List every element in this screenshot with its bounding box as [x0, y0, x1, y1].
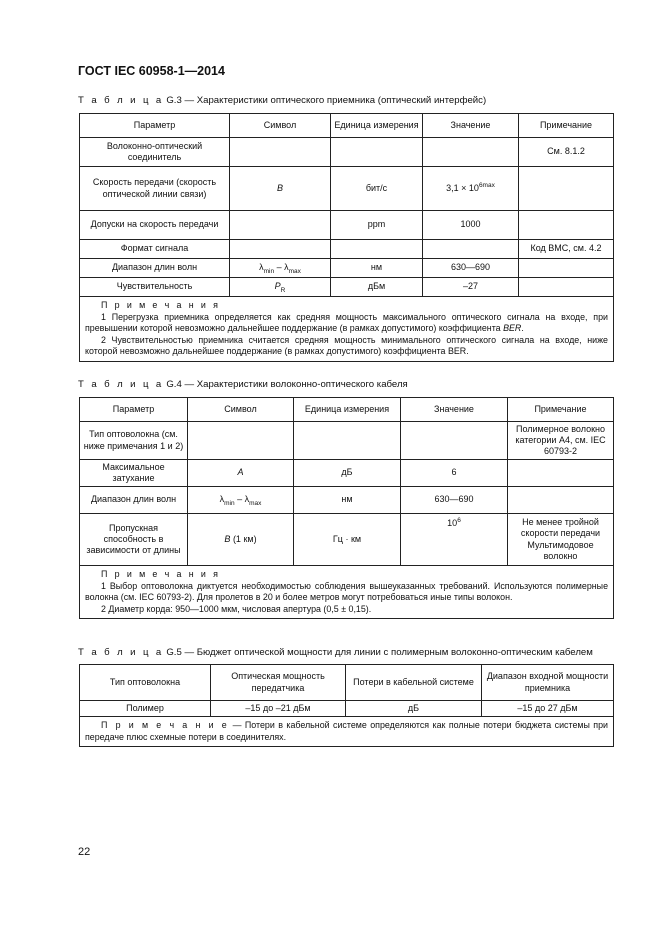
symbol-subscript: min	[224, 500, 235, 508]
lambda-symbol: λ	[259, 262, 264, 273]
unit-cell: дБм	[331, 278, 423, 297]
table-g5-col-header: Диапазон входной мощности приемника	[482, 665, 614, 701]
table-row	[80, 460, 614, 487]
value-cell	[423, 240, 519, 259]
table-g3-header-row	[80, 114, 614, 138]
unit-cell	[331, 240, 423, 259]
table-row	[80, 278, 614, 297]
symbol-subscript: max	[288, 268, 301, 276]
value-cell: 6	[401, 460, 508, 487]
table-g5-col-header: Оптическая мощность передатчика	[211, 665, 346, 701]
table-g3-notes	[80, 297, 614, 362]
table-g5-notes	[80, 717, 614, 747]
table-g4-caption-title: G.4 — Характеристики волоконно-оптического кабеля	[166, 379, 408, 390]
symbol-cell	[230, 167, 331, 211]
param-cell: Формат сигнала	[80, 240, 230, 259]
table-g5-header-row	[80, 665, 614, 701]
note-heading: П р и м е ч а н и е	[101, 720, 230, 730]
table-row	[80, 259, 614, 278]
note-cell	[508, 487, 614, 514]
param-cell: Скорость передачи (скорость оптической линии связи)	[80, 167, 230, 211]
unit-cell: Гц · км	[294, 514, 401, 566]
unit-cell	[294, 422, 401, 460]
note-emphasis: BER	[503, 323, 522, 334]
note-item: 2 Диаметр корда: 950—1000 мкм, числовая апертура (0,5 ± 0,15).	[101, 603, 372, 614]
table-g4-notes-row	[80, 566, 614, 619]
symbol-cell	[230, 278, 331, 297]
note-cell: Не менее тройной скорости передачи Мультимодовое волокно	[508, 514, 614, 566]
table-g3-notes-row	[80, 297, 614, 362]
symbol-cell	[230, 211, 331, 240]
param-cell: Чувствительность	[80, 278, 230, 297]
table-g4-header-row	[80, 398, 614, 422]
value-exponent: 6max	[478, 181, 495, 189]
table-g4-notes	[80, 566, 614, 619]
table-g4-caption-prefix: Т а б л и ц а	[78, 379, 164, 390]
table-g4-col-header: Символ	[188, 398, 294, 422]
note-item: 1 Выбор оптоволокна диктуется необходимостью соблюдения вышеуказанных требований. Используются полимерные волокна (см. IEC 60793-2). Для пролетов в 20 и более метров могут потребоваться иные типы волокон.	[85, 580, 608, 603]
note-item	[85, 312, 608, 335]
table-g5-col-header: Потери в кабельной системе	[346, 665, 482, 701]
table-g4-col-header: Параметр	[80, 398, 188, 422]
note-item	[85, 720, 608, 743]
value-cell: 1000	[423, 211, 519, 240]
notes-heading: П р и м е ч а н и я	[101, 569, 221, 579]
table-g5-notes-row	[80, 717, 614, 747]
value-cell: 630—690	[401, 487, 508, 514]
note-cell: Полимерное волокно категории A4, см. IEC 60793-2	[508, 422, 614, 460]
note-item: 2 Чувствительностью приемника считается средняя мощность минимального оптического сигнала на входе, ниже которой невозможно дальнейшее поддержание (в рамках допустимого) коэффициента BER.	[85, 334, 608, 357]
unit-cell: нм	[294, 487, 401, 514]
table-row	[80, 138, 614, 167]
symbol-suffix: (1 км)	[230, 533, 257, 544]
lambda-symbol: λ	[284, 262, 289, 273]
value-exponent: 6	[457, 517, 461, 524]
fiber-type-cell: Полимер	[80, 701, 211, 717]
notes-heading: П р и м е ч а н и я	[101, 300, 221, 310]
table-g3	[79, 113, 614, 362]
param-cell: Максимальное затухание	[80, 460, 188, 487]
symbol-text: B	[224, 533, 231, 544]
table-g5	[79, 664, 614, 747]
value-cell	[423, 167, 519, 211]
symbol-cell	[188, 514, 294, 566]
table-g3-col-header: Значение	[423, 114, 519, 138]
note-cell: См. 8.1.2	[519, 138, 614, 167]
note-text: — Потери в кабельной системе определяются как полные потери бюджета системы при передаче плюс схемные потери в соединителях.	[85, 720, 608, 742]
symbol-cell	[188, 487, 294, 514]
value-base: 3,1 × 10	[446, 182, 479, 193]
param-cell: Волоконно-оптический соединитель	[80, 138, 230, 167]
table-g5-caption-prefix: Т а б л и ц а	[78, 647, 164, 658]
symbol-cell	[188, 422, 294, 460]
note-cell	[519, 278, 614, 297]
param-cell: Пропускная способность в зависимости от длины	[80, 514, 188, 566]
table-row	[80, 487, 614, 514]
lambda-symbol: λ	[219, 494, 225, 505]
param-cell: Диапазон длин волн	[80, 259, 230, 278]
table-row	[80, 240, 614, 259]
note-cell: Код BMC, см. 4.2	[519, 240, 614, 259]
lambda-symbol: λ	[244, 494, 250, 505]
symbol-cell	[230, 259, 331, 278]
symbol-dash: –	[274, 262, 285, 273]
symbol-text: B	[276, 182, 283, 193]
table-g4-col-header: Значение	[401, 398, 508, 422]
param-cell: Допуски на скорость передачи	[80, 211, 230, 240]
table-g4-col-header: Единица измерения	[294, 398, 401, 422]
table-row	[80, 211, 614, 240]
table-g3-col-header: Символ	[230, 114, 331, 138]
table-g5-caption	[78, 647, 593, 658]
param-cell: Тип оптоволокна (см. ниже примечания 1 и 2)	[80, 422, 188, 460]
table-row	[80, 701, 614, 717]
unit-cell	[331, 138, 423, 167]
symbol-subscript: R	[280, 287, 286, 295]
symbol-subscript: min	[263, 268, 275, 276]
loss-cell: дБ	[346, 701, 482, 717]
table-g4	[79, 397, 614, 619]
unit-cell: бит/с	[331, 167, 423, 211]
table-g3-caption-prefix: Т а б л и ц а	[78, 95, 164, 106]
table-g4-col-header: Примечание	[508, 398, 614, 422]
power-cell: –15 до –21 дБм	[211, 701, 346, 717]
table-g3-col-header: Примечание	[519, 114, 614, 138]
table-row	[80, 422, 614, 460]
table-g5-caption-title: G.5 — Бюджет оптической мощности для линии с полимерным волоконно-оптическим кабелем	[166, 647, 593, 658]
table-row	[80, 167, 614, 211]
unit-cell: нм	[331, 259, 423, 278]
document-header: ГОСТ IEC 60958-1—2014	[78, 64, 225, 78]
note-cell	[519, 167, 614, 211]
value-cell: –27	[423, 278, 519, 297]
table-g4-caption	[78, 379, 408, 390]
note-cell	[508, 460, 614, 487]
symbol-cell	[230, 138, 331, 167]
note-tail: .	[521, 323, 524, 334]
value-base: 10	[447, 518, 458, 528]
symbol-text: P	[274, 281, 281, 292]
page-number: 22	[78, 846, 91, 858]
note-cell	[519, 211, 614, 240]
symbol-cell	[188, 460, 294, 487]
table-row	[80, 514, 614, 566]
range-cell: –15 до 27 дБм	[482, 701, 614, 717]
symbol-cell	[230, 240, 331, 259]
table-g3-col-header: Единица измерения	[331, 114, 423, 138]
value-cell	[423, 138, 519, 167]
value-cell: 630—690	[423, 259, 519, 278]
symbol-subscript: max	[249, 500, 262, 508]
table-g3-caption-title: G.3 — Характеристики оптического приемника (оптический интерфейс)	[166, 95, 487, 106]
symbol-dash: –	[234, 494, 245, 505]
value-cell	[401, 514, 508, 566]
table-g3-caption	[78, 95, 486, 106]
note-cell	[519, 259, 614, 278]
unit-cell: дБ	[294, 460, 401, 487]
table-g5-col-header: Тип оптоволокна	[80, 665, 211, 701]
param-cell: Диапазон длин волн	[80, 487, 188, 514]
unit-cell: ppm	[331, 211, 423, 240]
symbol-text: A	[237, 467, 244, 478]
note-text: 1 Перегрузка приемника определяется как средняя мощность максимального оптического сигнала на входе, при превышении которой невозможно дальнейшее поддержание (в рамках допустимого) коэффициента	[85, 311, 608, 334]
table-g3-col-header: Параметр	[80, 114, 230, 138]
value-cell	[401, 422, 508, 460]
